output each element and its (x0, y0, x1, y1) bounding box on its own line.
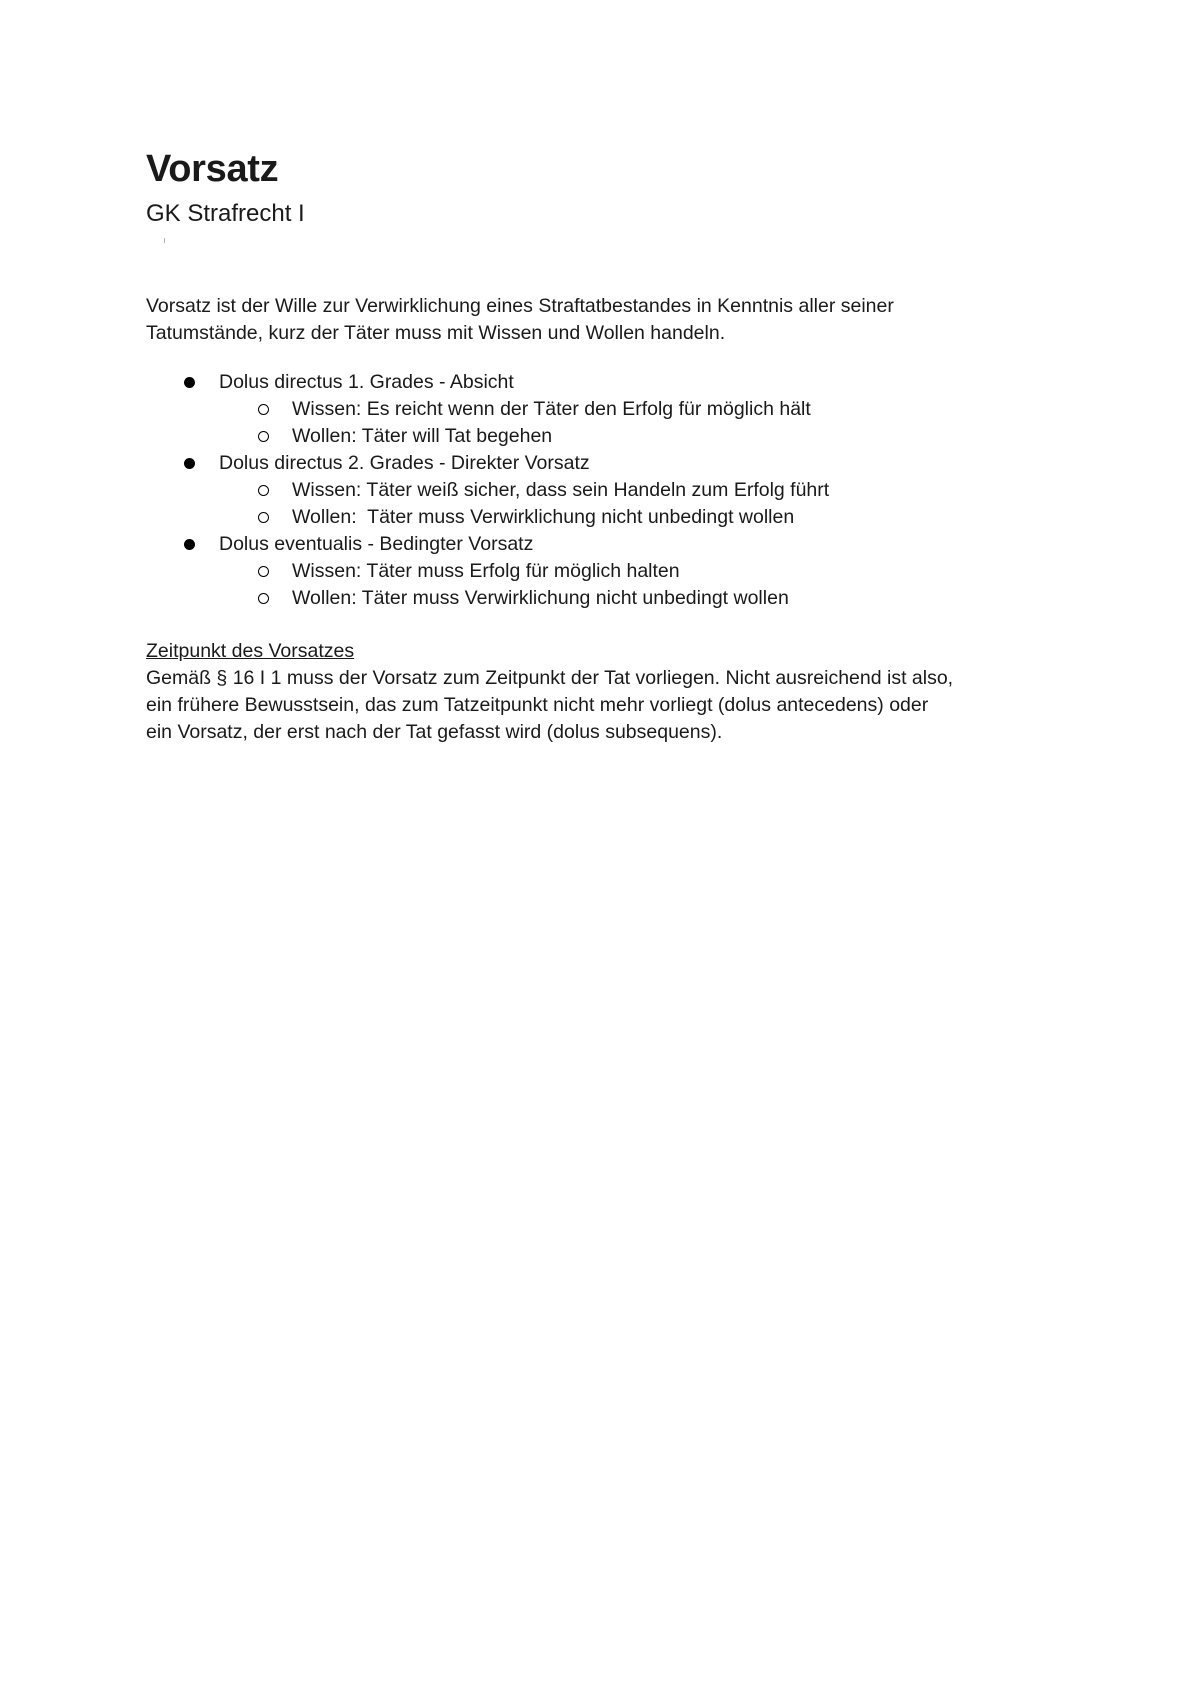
list-item-label: Dolus directus 2. Grades - Direkter Vorsatz (219, 452, 590, 474)
list-item-label: Dolus directus 1. Grades - Absicht (219, 371, 514, 393)
sub-list-item (146, 585, 1066, 612)
hollow-bullet-icon (258, 485, 269, 496)
hollow-bullet-icon (258, 566, 269, 577)
list-item-dolus-directus-1 (146, 369, 1066, 450)
section-paragraph (146, 665, 1066, 746)
section-heading: Zeitpunkt des Vorsatzes (146, 640, 355, 662)
sub-list-item-label: Wollen: Täter will Tat begehen (292, 425, 553, 447)
filled-bullet-icon (184, 458, 195, 469)
intro-paragraph (146, 293, 1066, 347)
section-line: Gemäß § 16 I 1 muss der Vorsatz zum Zeitpunkt der Tat vorliegen. Nicht ausreichend ist also, (146, 667, 954, 689)
vorsatz-types-list (146, 369, 1066, 612)
sub-list (146, 477, 1066, 531)
document-title: Vorsatz (146, 148, 279, 190)
section-line: ein frühere Bewusstsein, das zum Tatzeitpunkt nicht mehr vorliegt (dolus antecedens) oder (146, 694, 929, 716)
list-item-dolus-directus-2 (146, 450, 1066, 531)
sub-list-item-label: Wissen: Täter muss Erfolg für möglich halten (292, 560, 680, 582)
list-item-dolus-eventualis (146, 531, 1066, 612)
intro-line: Tatumstände, kurz der Täter muss mit Wissen und Wollen handeln. (146, 322, 726, 344)
hollow-bullet-icon (258, 404, 269, 415)
cursor-mark (164, 238, 165, 243)
sub-list-item (146, 423, 1066, 450)
section-line: ein Vorsatz, der erst nach der Tat gefasst wird (dolus subsequens). (146, 721, 723, 743)
document-subtitle: GK Strafrecht I (146, 200, 305, 227)
sub-list-item (146, 477, 1066, 504)
sub-list (146, 396, 1066, 450)
hollow-bullet-icon (258, 593, 269, 604)
sub-list-item (146, 396, 1066, 423)
sub-list-item-label: Wissen: Täter weiß sicher, dass sein Handeln zum Erfolg führt (292, 479, 830, 501)
sub-list (146, 558, 1066, 612)
sub-list-item-label: Wissen: Es reicht wenn der Täter den Erfolg für möglich hält (292, 398, 811, 420)
list-item-label: Dolus eventualis - Bedingter Vorsatz (219, 533, 534, 555)
sub-list-item (146, 558, 1066, 585)
hollow-bullet-icon (258, 512, 269, 523)
sub-list-item-label: Wollen: Täter muss Verwirklichung nicht unbedingt wollen (292, 587, 789, 609)
filled-bullet-icon (184, 539, 195, 550)
sub-list-item-label: Wollen: Täter muss Verwirklichung nicht unbedingt wollen (292, 506, 795, 528)
filled-bullet-icon (184, 377, 195, 388)
sub-list-item (146, 504, 1066, 531)
intro-line: Vorsatz ist der Wille zur Verwirklichung eines Straftatbestandes in Kenntnis aller seiner (146, 295, 894, 317)
hollow-bullet-icon (258, 431, 269, 442)
document-page (146, 146, 1066, 746)
